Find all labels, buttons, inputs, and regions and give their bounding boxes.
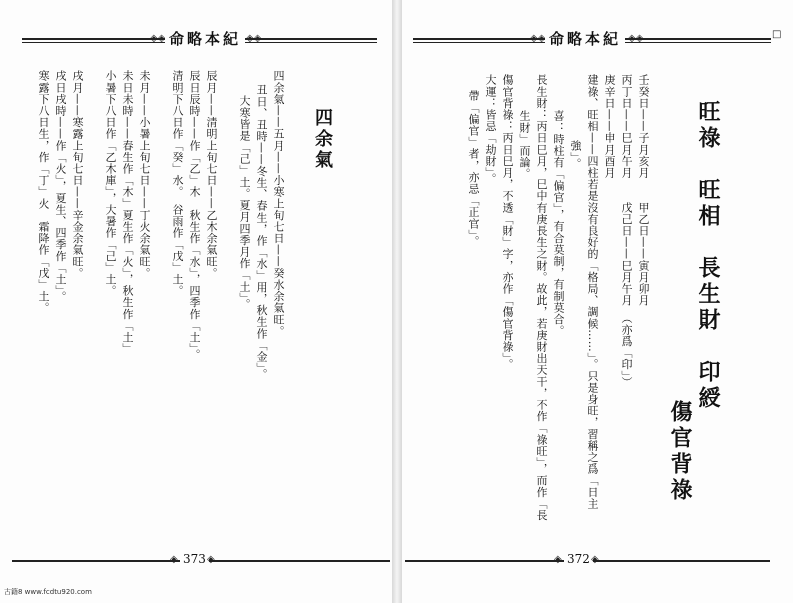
right-column-1: 壬癸日——子月亥月 甲乙日——寅月卯月 — [637, 74, 650, 306]
right-header-ornament-left: ◈◈ — [530, 33, 546, 44]
left-column-4: 辰月——清明上旬七日——乙木余氣旺。 — [205, 70, 218, 279]
left-column-1: 四余氣——五月——小寒上旬七日——癸水余氣旺。 — [272, 70, 285, 337]
left-column-6: 清明下八日作「癸」水。 谷雨作「戊」土。 — [171, 70, 184, 297]
left-column-9: 小暑下八日作「乙木庫」，大暑作「己」土。 — [104, 70, 117, 297]
left-footer-ornament-right: ◈ — [207, 554, 215, 565]
right-header-title: 命略本紀 — [545, 30, 625, 48]
left-header-ornament-left: ◈◈ — [150, 33, 166, 44]
left-column-8: 未日未時——春生作「木」夏生作「火」，秋生作「土」 — [121, 70, 134, 355]
right-column-8: 生財」而論。 — [518, 110, 531, 180]
right-page-number: 372 — [564, 552, 593, 566]
left-header-title: 命略本紀 — [165, 30, 245, 48]
left-page-number: 373 — [180, 552, 209, 566]
right-column-10: 大運：皆忌「劫財」。 — [484, 74, 497, 185]
right-footer-ornament-right: ◈ — [591, 554, 599, 565]
left-column-5: 辰日辰時——作「乙」木 秋生作「水」，四季作「土」。 — [188, 70, 201, 361]
left-footer-ornament-left: ◈ — [170, 554, 178, 565]
left-column-11: 戌日戌時——作「火」，夏生、四季作「土」。 — [54, 70, 67, 303]
left-column-7: 未月——小暑上旬七日——丁火余氣旺。 — [138, 70, 151, 279]
right-footer-ornament-left: ◈ — [554, 554, 562, 565]
left-column-3: 大寒皆是「己」土。夏月四季月作「土」。 — [238, 95, 251, 310]
right-page-title-1: 旺祿 旺相 長生財 印綬 — [695, 100, 721, 412]
right-column-6: 喜：時柱有「偏官」，有合莫制，有制莫合。 — [552, 110, 565, 337]
left-header-ornament-right: ◈◈ — [246, 33, 262, 44]
right-header-ornament-right: ◈◈ — [628, 33, 644, 44]
site-watermark: 古籍8 www.fcdtu920.com — [4, 588, 92, 596]
left-column-12: 寒露下八日生，作「丁」火 霜降作「戊」土。 — [37, 70, 50, 314]
right-column-11: 帶「偏官」者，亦忌「正官」。 — [467, 90, 480, 247]
right-column-7: 長生財：丙日巳月，巳中有庚長生之財。故此，若庚財出天干，不作「祿旺」，而作「長 — [535, 74, 548, 521]
book-gutter — [392, 0, 402, 603]
left-page-title: 四余氣 — [312, 108, 333, 171]
left-column-2: 丑日、丑時——冬生、春生，作「水」用，秋生作「金」。 — [255, 84, 268, 381]
left-column-10: 戌月——寒露上旬七日——辛金余氣旺。 — [71, 70, 84, 279]
corner-mark: □ — [772, 29, 782, 40]
right-column-5: 強」。 — [569, 140, 582, 170]
right-page-title-2: 傷官背祿 — [667, 400, 693, 504]
right-column-3: 庚辛日——申月酉月 — [603, 74, 616, 179]
right-column-4: 建祿、旺相——四柱若是沒有良好的「格局、調候……」。只是身旺，習稱之爲「日主 — [586, 74, 599, 510]
right-column-2: 丙丁日——巳月午月 戊己日——巳月午月 （亦爲「印」） — [620, 74, 633, 388]
right-column-9: 傷官背祿：丙日巳月，不透「財」字，亦作「傷官背祿」。 — [501, 74, 514, 371]
